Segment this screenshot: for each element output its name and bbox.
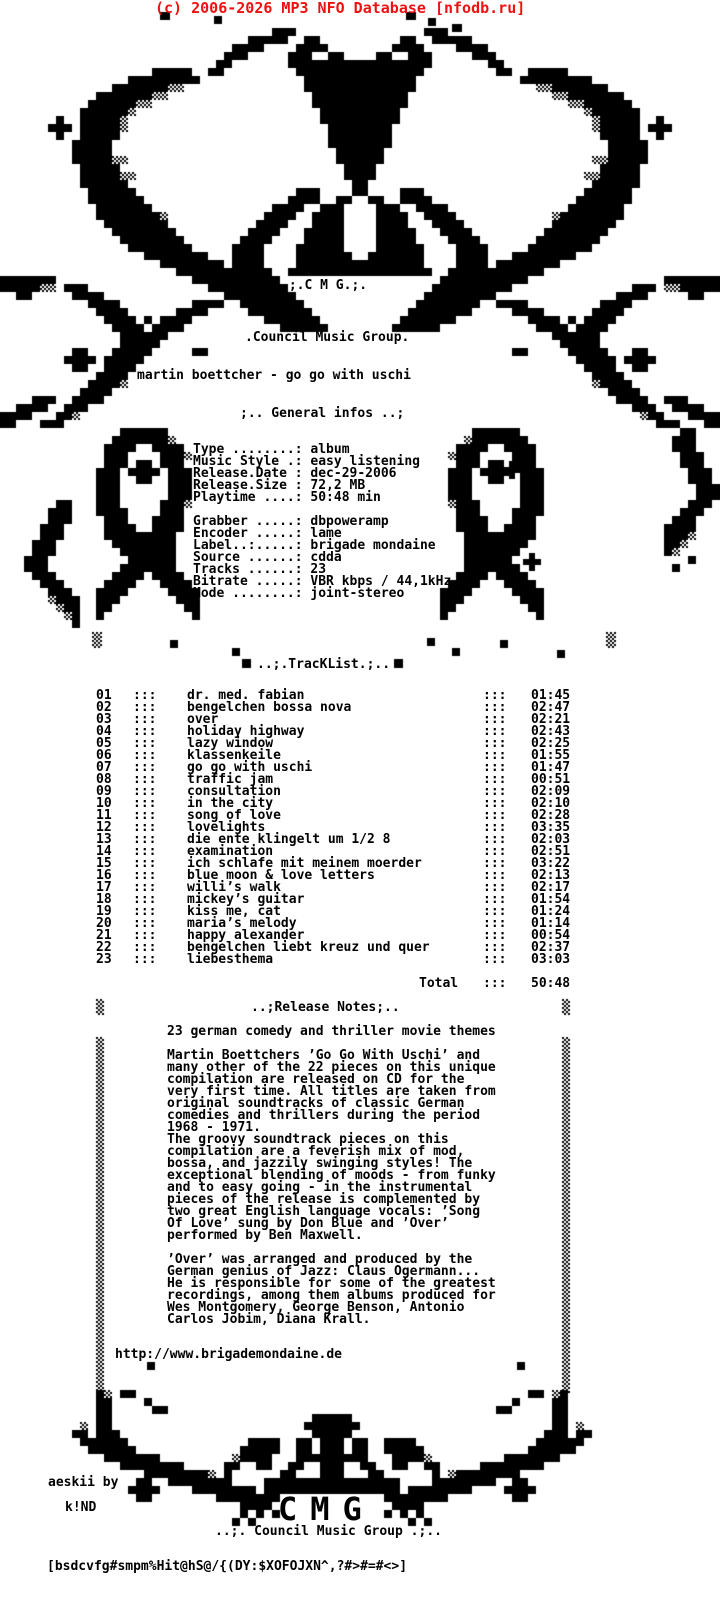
track-separator: ::: [133,748,157,763]
track-separator: ::: [483,736,507,751]
track-duration: 02:25 [531,736,571,751]
track-num: 18 [96,892,112,907]
track-separator: ::: [133,940,157,955]
track-num: 22 [96,940,112,955]
track-num: 02 [96,700,112,715]
track-separator: ::: [133,868,157,883]
track-separator: ::: [483,700,507,715]
track-num: 04 [96,724,112,739]
ascii-credit-label: aeskii by [48,1475,119,1490]
website-url: http://www.brigademondaine.de [115,1347,342,1362]
track-duration: 01:54 [531,892,571,907]
info-line: Label..:.....: brigade mondaine [193,538,436,553]
track-title: kiss me, cat [187,904,281,919]
track-separator: ::: [483,952,507,967]
track-separator: ::: [133,820,157,835]
track-separator: ::: [483,760,507,775]
info-line: Playtime ....: 50:48 min [193,490,381,505]
track-separator: ::: [483,832,507,847]
track-num: 15 [96,856,112,871]
track-separator: ::: [483,820,507,835]
track-duration: 03:22 [531,856,571,871]
note-line: He is responsible for some of the greatest [167,1276,496,1291]
track-separator: ::: [483,940,507,955]
track-separator: ::: [133,904,157,919]
track-separator: ::: [483,880,507,895]
track-separator: ::: [483,724,507,739]
track-num: 21 [96,928,112,943]
track-num: 07 [96,760,112,775]
track-title: lovelights [187,820,266,835]
track-duration: 02:28 [531,808,571,823]
track-separator: ::: [133,928,157,943]
info-line: Tracks ......: 23 [193,562,327,577]
track-duration: 02:21 [531,712,571,727]
track-separator: ::: [483,772,507,787]
track-separator: ::: [483,796,507,811]
track-title: mickey’s guitar [187,892,305,907]
ascii-artist-name: k!ND [65,1500,97,1515]
track-separator: ::: [483,856,507,871]
track-num: 23 [96,952,112,967]
track-separator: ::: [133,832,157,847]
track-title: holiday highway [187,724,305,739]
info-line: Release.Date : dec-29-2006 [193,466,397,481]
council-music-group-title: .Council Music Group. [245,330,410,345]
note-line: German genius of Jazz: Claus Ogermann... [167,1264,481,1279]
cmg-big-logo-text: CMG [278,1490,375,1528]
nfo-db-header: (c) 2006-2026 MP3 NFO Database [nfodb.ru] [155,0,526,17]
track-duration: 02:43 [531,724,571,739]
track-separator: ::: [133,772,157,787]
track-duration: 03:03 [531,952,571,967]
track-separator: ::: [483,892,507,907]
note-line: two great English language vocals: ’Song [167,1204,481,1219]
track-duration: 02:13 [531,868,571,883]
note-line: and to easy going - in the instrumental [167,1180,473,1195]
track-title: go go with uschi [187,760,313,775]
track-num: 03 [96,712,112,727]
info-line: Encoder .....: lame [193,526,342,541]
track-separator: ::: [133,880,157,895]
track-separator: ::: [483,712,507,727]
note-line: exceptional blending of moods - from funky [167,1168,496,1183]
track-separator: ::: [133,784,157,799]
note-line: bossa, and jazzily swinging styles! The [167,1156,473,1171]
track-num: 12 [96,820,112,835]
council-music-group-caption: ..;. Council Music Group .;.. [215,1524,442,1539]
track-separator: ::: [133,760,157,775]
track-num: 06 [96,748,112,763]
track-separator: ::: [133,700,157,715]
track-title: liebesthema [187,952,274,967]
track-duration: 01:47 [531,760,571,775]
release-notes-tagline: 23 german comedy and thriller movie themes [167,1024,496,1039]
track-title: consultation [187,784,281,799]
track-title: die ente klingelt um 1/2 8 [187,832,391,847]
total-duration: 50:48 [531,976,571,991]
track-separator: ::: [483,748,507,763]
cmg-small-title: .;.C M G.;. [281,278,368,293]
track-separator: ::: [483,916,507,931]
note-line: ’Over’ was arranged and produced by the [167,1252,473,1267]
track-separator: ::: [133,688,157,703]
track-duration: 01:24 [531,904,571,919]
note-line: comedies and thrillers during the period [167,1108,481,1123]
track-separator: ::: [483,844,507,859]
track-num: 16 [96,868,112,883]
track-separator: ::: [133,844,157,859]
total-separator: ::: [483,976,507,991]
footer-code-line: [bsdcvfg#smpm%Hit@hS@/{(DY:$XOFOJXN^,?#>#=#<>] [47,1559,408,1574]
info-line: Type ........: album [193,442,350,457]
track-duration: 02:47 [531,700,571,715]
track-title: willi’s walk [187,880,281,895]
note-line: Martin Boettchers ’Go Go With Uschi’ and [167,1048,481,1063]
note-line: Of Love’ sung by Don Blue and ’Over’ [167,1216,449,1231]
track-duration: 02:03 [531,832,571,847]
track-title: bengelchen bossa nova [187,700,352,715]
track-duration: 01:45 [531,688,571,703]
track-duration: 03:35 [531,820,571,835]
track-num: 19 [96,904,112,919]
track-duration: 02:10 [531,796,571,811]
note-line: compilation are a feverish mix of mod, [167,1144,465,1159]
track-duration: 00:54 [531,928,571,943]
note-line: 1968 - 1971. [167,1120,261,1135]
track-num: 11 [96,808,112,823]
track-num: 10 [96,796,112,811]
track-title: examination [187,844,274,859]
release-title: martin boettcher - go go with uschi [137,368,411,383]
track-num: 13 [96,832,112,847]
track-title: maria’s melody [187,916,297,931]
track-separator: ::: [133,952,157,967]
track-num: 17 [96,880,112,895]
note-line: original soundtracks of classic German [167,1096,465,1111]
track-separator: ::: [483,688,507,703]
track-separator: ::: [133,712,157,727]
note-line: Carlos Jobim, Diana Krall. [167,1312,371,1327]
tracklist-section-title: ..;.TracKList.;.. [257,657,391,672]
track-separator: ::: [483,904,507,919]
track-separator: ::: [133,724,157,739]
note-line: pieces of the release is complemented by [167,1192,481,1207]
total-label: Total [419,976,459,991]
note-line: The groovy soundtrack pieces on this [167,1132,449,1147]
track-duration: 02:17 [531,880,571,895]
track-num: 01 [96,688,112,703]
track-separator: ::: [133,856,157,871]
track-num: 05 [96,736,112,751]
info-line: Grabber .....: dbpoweramp [193,514,389,529]
track-title: over [187,712,219,727]
info-line: Mode ........: joint-stereo [193,586,405,601]
track-title: ich schlafe mit meinem moerder [187,856,422,871]
track-separator: ::: [133,892,157,907]
note-line: Wes Montgomery, George Benson, Antonio [167,1300,465,1315]
track-separator: ::: [483,808,507,823]
track-separator: ::: [133,916,157,931]
general-infos-section-title: ;.. General infos ..; [240,406,405,421]
track-duration: 01:55 [531,748,571,763]
track-separator: ::: [483,784,507,799]
note-line: very first time. All titles are taken from [167,1084,496,1099]
track-title: in the city [187,796,274,811]
track-separator: ::: [483,868,507,883]
info-line: Bitrate .....: VBR kbps / 44,1kHz [193,574,452,589]
track-title: happy alexander [187,928,305,943]
track-separator: ::: [133,796,157,811]
note-line: recordings, among them albums produced for [167,1288,496,1303]
track-title: song of love [187,808,281,823]
track-duration: 02:51 [531,844,571,859]
info-line: Release.Size : 72,2 MB [193,478,366,493]
track-title: klassenkeile [187,748,281,763]
info-line: Source ......: cdda [193,550,342,565]
track-separator: ::: [483,928,507,943]
track-num: 14 [96,844,112,859]
track-title: dr. med. fabian [187,688,305,703]
track-title: lazy window [187,736,274,751]
track-separator: ::: [133,808,157,823]
track-num: 20 [96,916,112,931]
track-num: 09 [96,784,112,799]
track-duration: 00:51 [531,772,571,787]
note-line: performed by Ben Maxwell. [167,1228,363,1243]
track-num: 08 [96,772,112,787]
info-line: Music Style .: easy listening [193,454,420,469]
track-duration: 01:14 [531,916,571,931]
track-separator: ::: [133,736,157,751]
track-title: bengelchen liebt kreuz und quer [187,940,430,955]
note-line: many other of the 22 pieces on this unique [167,1060,496,1075]
track-title: blue moon & love letters [187,868,375,883]
release-notes-section-title: ..;Release Notes;.. [251,1000,400,1015]
track-duration: 02:37 [531,940,571,955]
track-duration: 02:09 [531,784,571,799]
note-line: compilation are released on CD for the [167,1072,465,1087]
track-title: traffic jam [187,772,274,787]
